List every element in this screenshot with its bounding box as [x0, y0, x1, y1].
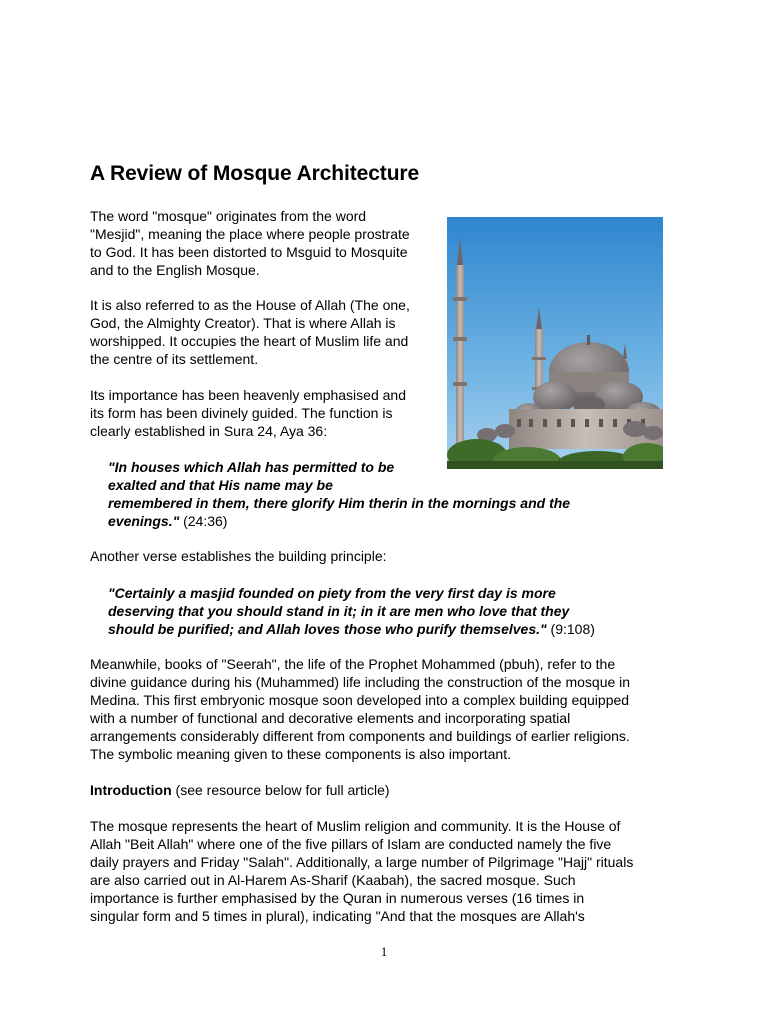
text-line: and to the English Mosque. — [90, 262, 260, 278]
text-line: divine guidance during his (Muhammed) life including the construction of the mosque in — [90, 674, 631, 690]
text-line: singular form and 5 times in plural), indicating "And that the mosques are Allah's — [90, 908, 585, 924]
quote-line: "In houses which Allah has permitted to be — [108, 459, 395, 475]
quote-line: deserving that you should stand in it; in it are men who love that they — [108, 603, 570, 619]
paragraph-origin — [90, 207, 436, 279]
mosque-photo — [447, 217, 663, 469]
text-line: daily prayers and Friday "Salah". Additionally, a large number of Pilgrimage "Hajj" rituals — [90, 854, 634, 870]
page-number: 1 — [380, 944, 388, 959]
text-line: to God. It has been distorted to Msguid to Mosquite — [90, 244, 408, 260]
quote-line: evenings." — [108, 513, 180, 529]
text-line: with a number of functional and decorative elements and incorporating spatial — [90, 710, 571, 726]
quote-reference: (24:36) — [179, 513, 228, 529]
quote-line: remembered in them, there glorify Him therin in the mornings and the — [108, 495, 571, 511]
text-line: The symbolic meaning given to these components is also important. — [90, 746, 511, 762]
text-line: Medina. This first embryonic mosque soon developed into a complex building equipped — [90, 692, 630, 708]
quote-line: exalted and that His name may be — [108, 477, 333, 493]
text-line: The word "mosque" originates from the word — [90, 208, 367, 224]
introduction-label: Introduction — [90, 782, 172, 798]
introduction-heading — [90, 781, 690, 799]
text-line: are also carried out in Al-Harem As-Sharif (Kaabah), the sacred mosque. Such — [90, 872, 576, 888]
quote-line: should be purified; and Allah loves those who purify themselves." — [108, 621, 547, 637]
paragraph-heart-of-religion — [90, 817, 690, 925]
text-line: clearly established in Sura 24, Aya 36: — [90, 423, 328, 439]
quote-reference: (9:108) — [546, 621, 595, 637]
text-line: "Mesjid", meaning the place where people prostrate — [90, 226, 410, 242]
text-line: It is also referred to as the House of Allah (The one, — [90, 297, 410, 313]
quote-sura-9 — [108, 584, 668, 638]
text-line: The mosque represents the heart of Muslim religion and community. It is the House of — [90, 818, 621, 834]
text-line: Allah "Beit Allah" where one of the five pillars of Islam are conducted namely the five — [90, 836, 612, 852]
text-line: the centre of its settlement. — [90, 351, 259, 367]
paragraph-importance — [90, 386, 436, 440]
text-line: Its importance has been heavenly emphasised and — [90, 387, 406, 403]
text-line: arrangements considerably different from components and buildings of earlier religions. — [90, 728, 630, 744]
quote-line: "Certainly a masjid founded on piety from the very first day is more — [108, 585, 556, 601]
text-line: worshipped. It occupies the heart of Muslim life and — [90, 333, 409, 349]
paragraph-seerah — [90, 655, 690, 763]
text-line: Meanwhile, books of "Seerah", the life of the Prophet Mohammed (pbuh), refer to the — [90, 656, 616, 672]
paragraph-building-principle: Another verse establishes the building principle: — [90, 548, 387, 564]
paragraph-house-of-allah — [90, 296, 436, 368]
text-line: importance is further emphasised by the Quran in numerous verses (16 times in — [90, 890, 585, 906]
page-title: A Review of Mosque Architecture — [90, 162, 420, 185]
text-line: God, the Almighty Creator). That is where Allah is — [90, 315, 396, 331]
introduction-note: (see resource below for full article) — [171, 782, 390, 798]
text-line: its form has been divinely guided. The function is — [90, 405, 393, 421]
